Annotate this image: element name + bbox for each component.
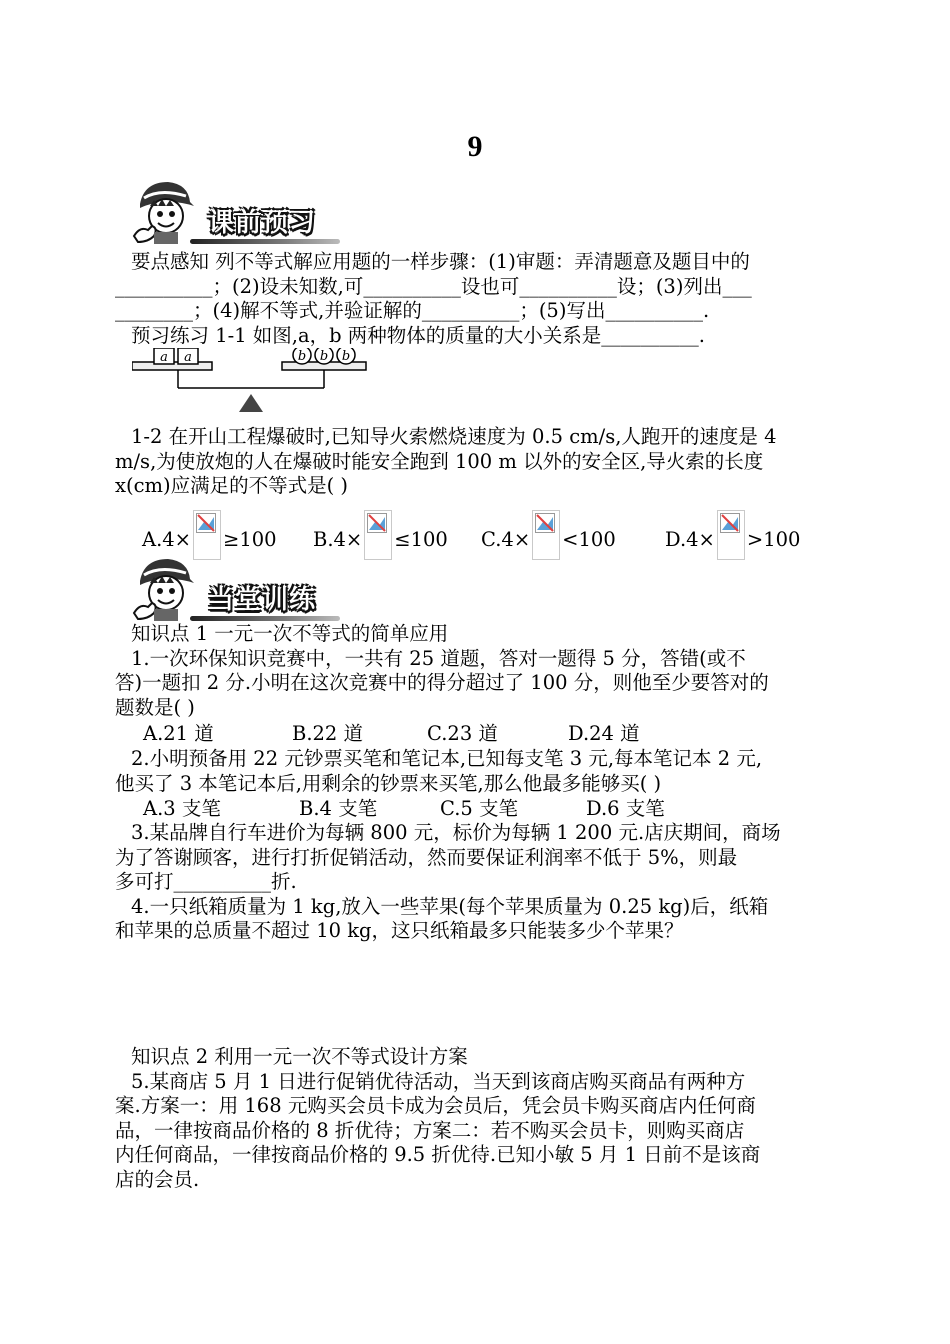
preview-section-banner (130, 176, 340, 246)
balance-scale-diagram (132, 348, 372, 414)
banner-title: 当堂训练 (208, 585, 317, 615)
text-line: 4.一只纸箱质量为 1 kg,放入一些苹果(每个苹果质量为 0.25 kg)后，纸箱 (131, 894, 769, 918)
option-c[interactable]: C.23 道 (427, 722, 498, 745)
cartoon-boy-icon (130, 553, 200, 623)
text-line: 3.某品牌自行车进价为每辆 800 元，标价为每辆 1 200 元.店庆期间，商场 (131, 821, 781, 844)
option-suffix: >100 (746, 528, 801, 551)
text-line: 1.一次环保知识竞赛中，一共有 25 道题，答对一题得 5 分，答错(或不 (131, 646, 746, 670)
weight-b-label: b (341, 349, 351, 364)
option-a[interactable]: A.3 支笔 (143, 797, 221, 820)
text-line: 要点感知 列不等式解应用题的一样步骤：(1)审题：弄清题意及题目中的 (131, 250, 750, 273)
text-line: 1-2 在开山工程爆破时,已知导火索燃烧速度为 0.5 cm/s,人跑开的速度是 4 (131, 425, 777, 448)
weight-a-label: a (160, 350, 168, 365)
text-line: 和苹果的总质量不超过 10 kg，这只纸箱最多只能装多少个苹果？ (115, 919, 684, 942)
banner-title: 课前预习 (208, 208, 317, 238)
question-1-2 (115, 425, 840, 499)
text-line: 案.方案一：用 168 元购买会员卡成为会员后，凭会员卡购买商店内任何商 (115, 1094, 756, 1117)
text-line: 他买了 3 本笔记本后,用剩余的钞票来买笔,那么他最多能够买( ) (115, 771, 662, 795)
option-b[interactable]: B.4 支笔 (299, 797, 378, 820)
option-d[interactable] (665, 510, 800, 560)
option-prefix: A.4× (142, 528, 192, 551)
text-line: 预习练习 1-1 如图,a，b 两种物体的质量的大小关系是__________. (131, 323, 706, 347)
broken-image-icon (717, 510, 745, 560)
question-2-options (115, 797, 840, 821)
option-prefix: B.4× (313, 528, 363, 551)
weight-b-label: b (319, 349, 329, 364)
text-line: x(cm)应满足的不等式是( ) (115, 474, 349, 497)
text-line: 店的会员. (115, 1167, 200, 1191)
option-d[interactable]: D.24 道 (568, 722, 640, 745)
option-prefix: D.4× (665, 528, 715, 551)
option-suffix: <100 (562, 528, 616, 551)
question-2 (115, 747, 840, 796)
text-line: m/s,为使放炮的人在爆破时能安全跑到 100 m 以外的安全区,导火索的长度 (115, 449, 764, 473)
key-points-block (115, 250, 840, 348)
page-number: 9 (467, 130, 483, 163)
question-1-2-options (115, 510, 840, 550)
question-1-options (115, 722, 840, 746)
option-c[interactable]: C.5 支笔 (440, 797, 519, 820)
text-line: ________；(4)解不等式,并验证解的__________；(5)写出__________. (115, 299, 710, 322)
text-line: __________；(2)设未知数,可__________设也可__________设；(3)列出___ (115, 274, 752, 298)
practice-block-1 (115, 622, 840, 720)
cartoon-boy-icon (130, 176, 200, 246)
text-line: 内任何商品，一律按商品价格的 9.5 折优待.已知小敏 5 月 1 日前不是该商 (115, 1143, 761, 1166)
weight-a-label: a (184, 350, 192, 365)
option-suffix: ≥100 (223, 528, 277, 551)
text-line: 2.小明预备用 22 元钞票买笔和笔记本,已知每支笔 3 元,每本笔记本 2 元, (131, 747, 763, 770)
text-line: 为了答谢顾客，进行打折促销活动，然而要保证利润率不低于 5%，则最 (115, 845, 738, 869)
text-line: 多可打__________折. (115, 870, 297, 893)
weight-b-label: b (297, 349, 307, 364)
text-line: 题数是( ) (115, 695, 195, 719)
broken-image-icon (364, 510, 392, 560)
question-3-4 (115, 821, 840, 944)
option-c[interactable] (481, 510, 616, 560)
knowledge-point-heading: 知识点 2 利用一元一次不等式设计方案 (131, 1045, 468, 1068)
practice-section-banner (130, 553, 340, 623)
option-prefix: C.4× (481, 528, 531, 551)
text-line: 品，一律按商品价格的 8 折优待；方案二：若不购买会员卡，则购买商店 (115, 1118, 745, 1142)
text-line: 答)一题扣 2 分.小明在这次竞赛中的得分超过了 100 分，则他至少要答对的 (115, 671, 769, 694)
knowledge-point-heading: 知识点 1 一元一次不等式的简单应用 (131, 622, 449, 645)
practice-block-2 (115, 1045, 840, 1192)
option-suffix: ≤100 (394, 528, 448, 551)
broken-image-icon (532, 510, 560, 560)
option-a[interactable]: A.21 道 (143, 722, 214, 745)
option-d[interactable]: D.6 支笔 (586, 797, 665, 820)
option-b[interactable]: B.22 道 (292, 722, 364, 745)
text-line: 5.某商店 5 月 1 日进行促销优待活动，当天到该商店购买商品有两种方 (131, 1069, 746, 1093)
